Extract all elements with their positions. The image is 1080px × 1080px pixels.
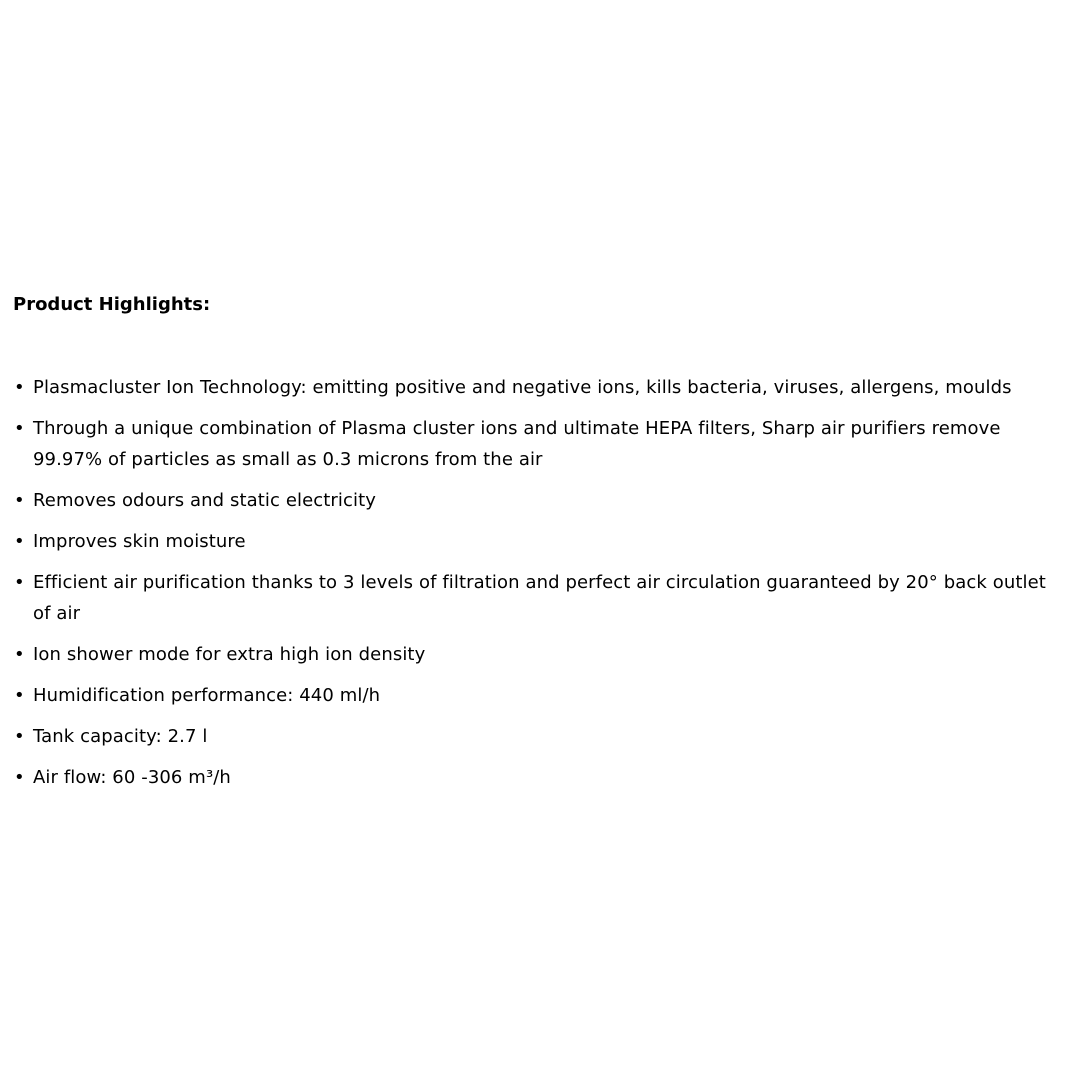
bullet-icon: •: [14, 644, 25, 665]
section-heading: Product Highlights:: [13, 294, 211, 315]
list-item: [0, 639, 1064, 670]
list-item-text: Through a unique combination of Plasma cluster ions and ultimate HEPA filters, Sharp air purifiers remove 99.97% of particles as small as 0.3 microns from the air: [33, 418, 1001, 470]
list-item: [0, 526, 1064, 557]
list-item-text: Ion shower mode for extra high ion density: [33, 644, 426, 665]
bullet-icon: •: [14, 572, 25, 593]
bullet-icon: •: [14, 726, 25, 747]
bullet-icon: •: [14, 377, 25, 398]
list-item: [0, 567, 1064, 629]
bullet-icon: •: [14, 685, 25, 706]
list-item-text: Efficient air purification thanks to 3 levels of filtration and perfect air circulation guaranteed by 20° back outlet of air: [33, 572, 1046, 624]
bullet-icon: •: [14, 531, 25, 552]
list-item-text: Air flow: 60 -306 m³/h: [33, 767, 231, 788]
list-item: [0, 762, 1064, 793]
highlights-list: [0, 372, 1064, 803]
list-item-text: Humidification performance: 440 ml/h: [33, 685, 381, 706]
bullet-icon: •: [14, 418, 25, 439]
bullet-icon: •: [14, 490, 25, 511]
list-item-text: Removes odours and static electricity: [33, 490, 377, 511]
list-item-text: Improves skin moisture: [33, 531, 246, 552]
bullet-icon: •: [14, 767, 25, 788]
list-item: [0, 680, 1064, 711]
list-item: [0, 372, 1064, 403]
list-item: [0, 485, 1064, 516]
list-item: [0, 721, 1064, 752]
list-item-text: Tank capacity: 2.7 l: [33, 726, 208, 747]
list-item: [0, 413, 1064, 475]
list-item-text: Plasmacluster Ion Technology: emitting positive and negative ions, kills bacteria, viruses, allergens, moulds: [33, 377, 1012, 398]
